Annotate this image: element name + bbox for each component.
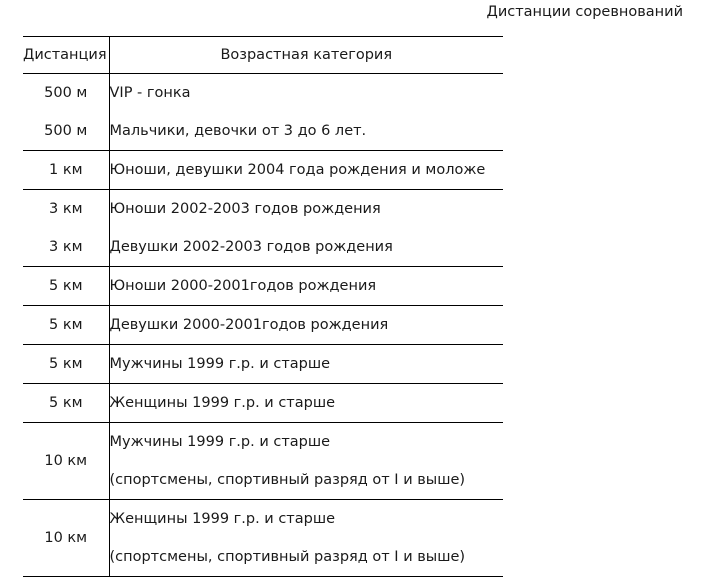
table-row — [23, 267, 503, 306]
distance-value: 3 км — [48, 201, 83, 217]
distance-value: 10 км — [44, 530, 88, 546]
distance-value: 3 км — [48, 239, 83, 255]
category-text: Мужчины 1999 г.р. и старше — [109, 356, 331, 372]
distance-value: 10 км — [44, 453, 88, 469]
distance-cell — [23, 267, 109, 306]
category-text: Мужчины 1999 г.р. и старше — [109, 434, 331, 450]
distance-cell — [23, 190, 109, 267]
distance-value: 5 км — [48, 395, 83, 411]
distance-cell — [23, 423, 109, 500]
category-cell — [109, 306, 503, 345]
category-text: Мальчики, девочки от 3 до 6 лет. — [109, 123, 367, 139]
table-row — [23, 190, 503, 267]
category-text: (спортсмены, спортивный разряд от I и выше) — [109, 472, 466, 488]
category-cell — [109, 500, 503, 577]
category-cell — [109, 423, 503, 500]
table-row — [23, 500, 503, 577]
category-text: Юноши 2002-2003 годов рождения — [109, 201, 381, 217]
table-row — [23, 74, 503, 151]
table-body — [23, 74, 503, 577]
category-cell — [109, 345, 503, 384]
distance-value: 5 км — [48, 356, 83, 372]
distance-value: 1 км — [48, 162, 83, 178]
column-header-category: Возрастная категория — [109, 37, 503, 74]
distances-table — [23, 36, 503, 577]
page-title: Дистанции соревнований — [486, 4, 683, 20]
category-text: VIP - гонка — [109, 85, 191, 101]
table-row — [23, 423, 503, 500]
table-row — [23, 345, 503, 384]
table-row — [23, 306, 503, 345]
table-header-row — [23, 37, 503, 74]
category-text: Девушки 2002-2003 годов рождения — [109, 239, 393, 255]
distance-cell — [23, 151, 109, 190]
distance-cell — [23, 74, 109, 151]
category-text: Юноши 2000-2001годов рождения — [109, 278, 377, 294]
category-cell — [109, 74, 503, 151]
distance-cell — [23, 500, 109, 577]
category-cell — [109, 190, 503, 267]
column-header-distance: Дистанция — [23, 37, 109, 74]
distance-value: 5 км — [48, 278, 83, 294]
distance-cell — [23, 384, 109, 423]
distance-value: 500 м — [44, 123, 88, 139]
category-text: (спортсмены, спортивный разряд от I и выше) — [109, 549, 466, 565]
table-row — [23, 151, 503, 190]
category-text: Юноши, девушки 2004 года рождения и моложе — [109, 162, 486, 178]
distance-value: 500 м — [44, 85, 88, 101]
distance-value: 5 км — [48, 317, 83, 333]
category-cell — [109, 267, 503, 306]
table-row — [23, 384, 503, 423]
category-text: Женщины 1999 г.р. и старше — [109, 511, 336, 527]
distance-cell — [23, 345, 109, 384]
category-cell — [109, 384, 503, 423]
category-text: Девушки 2000-2001годов рождения — [109, 317, 389, 333]
distance-cell — [23, 306, 109, 345]
category-cell — [109, 151, 503, 190]
category-text: Женщины 1999 г.р. и старше — [109, 395, 336, 411]
